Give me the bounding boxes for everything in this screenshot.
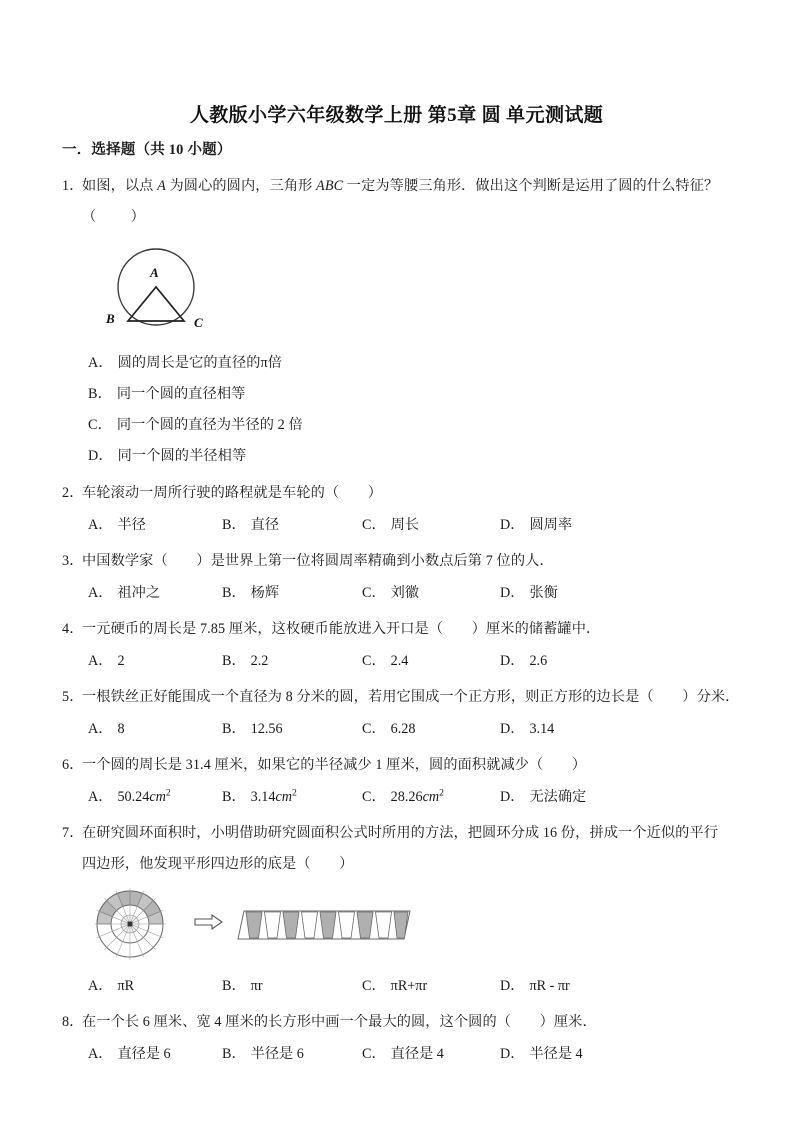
question-1-text xyxy=(62,171,752,233)
question-5-body: 一根铁丝正好能围成一个直径为 8 分米的圆，若用它围成一个正方形，则正方形的边长是（ ）分米． xyxy=(82,689,740,705)
option-d-text: 半径是 4 xyxy=(529,1046,583,1062)
circle-triangle-svg xyxy=(94,239,224,339)
option-a-text: πR xyxy=(117,978,135,994)
option-d-label: D． xyxy=(500,585,525,601)
question-1-option-b[interactable] xyxy=(62,379,752,410)
question-8-text xyxy=(62,1007,752,1038)
figure-circle-with-inscribed-triangle xyxy=(68,239,752,344)
option-c-label: C． xyxy=(362,978,386,994)
question-2-body: 车轮滚动一周所行驶的路程就是车轮的（ ） xyxy=(82,485,383,501)
option-c-unit: cm xyxy=(422,789,440,805)
question-5-number: 5． xyxy=(62,689,84,705)
strip-trapezoids xyxy=(246,912,408,938)
option-c-value: 28.26 xyxy=(390,789,423,805)
option-c-label: C． xyxy=(362,721,386,737)
option-c-text: 直径是 4 xyxy=(390,1046,444,1062)
question-8 xyxy=(62,1007,752,1069)
option-c-label: C． xyxy=(362,585,386,601)
option-d-label: D． xyxy=(500,653,525,669)
arrow-icon xyxy=(195,915,222,929)
question-6-option-d[interactable] xyxy=(500,782,660,812)
question-7-body-line2: 四边形，他发现平形四边形的底是（ ） xyxy=(82,856,354,872)
option-a-label: A． xyxy=(88,789,113,805)
option-c-text: 同一个圆的直径为半径的 2 倍 xyxy=(116,417,303,433)
question-3-option-c[interactable] xyxy=(362,578,500,608)
section-heading: 一．选择题（共 10 小题） xyxy=(62,142,232,158)
option-d-label: D． xyxy=(500,789,525,805)
question-1-option-c[interactable] xyxy=(62,410,752,441)
question-4-option-b[interactable] xyxy=(222,646,362,676)
question-4-option-d[interactable] xyxy=(500,646,660,676)
question-1-number: 1． xyxy=(62,178,84,194)
question-7-text xyxy=(62,818,752,880)
question-5-option-d[interactable] xyxy=(500,714,660,744)
question-3-option-d[interactable] xyxy=(500,578,660,608)
question-7-option-c[interactable] xyxy=(362,971,500,1001)
question-2-option-d[interactable] xyxy=(500,510,660,540)
question-8-body: 在一个长 6 厘米、宽 4 厘米的长方形中画一个最大的圆，这个圆的（ ）厘米． xyxy=(82,1014,597,1030)
option-b-label: B． xyxy=(222,653,246,669)
label-A: A xyxy=(150,265,159,280)
option-d-text: 同一个圆的半径相等 xyxy=(117,448,247,464)
question-8-option-c[interactable] xyxy=(362,1039,500,1069)
option-a-label: A． xyxy=(88,585,113,601)
option-b-exponent: 2 xyxy=(292,787,297,799)
option-b-label: B． xyxy=(222,517,246,533)
label-C: C xyxy=(194,315,203,330)
question-7-number: 7． xyxy=(62,825,84,841)
question-4-option-c[interactable] xyxy=(362,646,500,676)
option-c-label: C． xyxy=(88,417,112,433)
question-3 xyxy=(62,546,752,608)
option-a-unit: cm xyxy=(149,789,166,805)
question-4-body: 一元硬币的周长是 7.85 厘米，这枚硬币能放进入开口是（ ）厘米的储蓄罐中． xyxy=(82,621,601,637)
option-c-text: πR+πr xyxy=(390,978,428,994)
option-d-text: 3.14 xyxy=(529,721,555,737)
option-b-label: B． xyxy=(222,1046,246,1062)
question-2-text xyxy=(62,478,752,509)
option-c-text: 2.4 xyxy=(390,653,409,669)
question-3-number: 3． xyxy=(62,553,84,569)
question-6 xyxy=(62,750,752,812)
option-b-label: B． xyxy=(222,789,246,805)
option-b-label: B． xyxy=(88,386,112,402)
option-d-text: 圆周率 xyxy=(529,517,573,533)
option-b-text: 半径是 6 xyxy=(250,1046,304,1062)
question-5-option-b[interactable] xyxy=(222,714,362,744)
question-2-option-a[interactable] xyxy=(88,510,222,540)
option-d-text: 张衡 xyxy=(529,585,558,601)
question-1 xyxy=(62,171,752,472)
question-2-number: 2． xyxy=(62,485,84,501)
question-8-number: 8． xyxy=(62,1014,84,1030)
option-a-label: A． xyxy=(88,721,113,737)
option-a-label: A． xyxy=(88,978,113,994)
question-1-body: 如图，以点 A 为圆心的圆内，三角形 ABC 一定为等腰三角形．做出这个判断是运用了圆的什么特征？ xyxy=(82,178,719,194)
question-2-options xyxy=(62,510,752,540)
question-3-text xyxy=(62,546,752,577)
question-7-option-d[interactable] xyxy=(500,971,660,1001)
option-a-exponent: 2 xyxy=(165,787,171,799)
option-d-text: 无法确定 xyxy=(529,789,587,805)
question-4-number: 4． xyxy=(62,621,84,637)
option-b-unit: cm xyxy=(275,789,293,805)
question-3-options xyxy=(62,578,752,608)
option-a-text: 祖冲之 xyxy=(117,585,161,601)
triangle-shape xyxy=(128,287,184,321)
option-b-value: 3.14 xyxy=(250,789,276,805)
question-6-options xyxy=(62,782,752,812)
question-8-option-d[interactable] xyxy=(500,1039,660,1069)
option-b-label: B． xyxy=(222,585,246,601)
question-6-option-b[interactable] xyxy=(222,782,362,812)
option-a-value: 50.24 xyxy=(117,789,150,805)
question-1-option-a[interactable] xyxy=(62,348,752,379)
option-b-text: 杨辉 xyxy=(250,585,280,601)
question-3-body: 中国数学家（ ）是世界上第一位将圆周率精确到小数点后第 7 位的人． xyxy=(82,553,554,569)
question-4 xyxy=(62,614,752,676)
option-c-text: 周长 xyxy=(390,517,420,533)
question-8-options xyxy=(62,1039,752,1069)
option-c-label: C． xyxy=(362,1046,386,1062)
option-d-label: D． xyxy=(88,448,113,464)
question-7-options xyxy=(62,971,752,1001)
question-5-option-c[interactable] xyxy=(362,714,500,744)
question-7-body: 在研究圆环面积时，小明借助研究圆面积公式时所用的方法，把圆环分成 16 份，拼成一个近似的平行 xyxy=(82,825,719,841)
option-a-text: 半径 xyxy=(117,517,146,533)
page-title: 人教版小学六年级数学上册 第5章 圆 单元测试题 xyxy=(189,105,604,126)
option-c-label: C． xyxy=(362,789,386,805)
annulus-group xyxy=(94,888,166,960)
question-8-option-b[interactable] xyxy=(222,1039,362,1069)
option-d-label: D． xyxy=(500,1046,525,1062)
option-b-text: 12.56 xyxy=(250,721,283,737)
parallelogram-strip xyxy=(238,911,410,939)
question-3-option-b[interactable] xyxy=(222,578,362,608)
question-4-option-a[interactable] xyxy=(88,646,222,676)
option-c-label: C． xyxy=(362,517,386,533)
question-5-options xyxy=(62,714,752,744)
option-a-text: 8 xyxy=(117,721,125,737)
question-7-option-a[interactable] xyxy=(88,971,222,1001)
question-2-option-c[interactable] xyxy=(362,510,500,540)
question-2 xyxy=(62,478,752,540)
figure-annulus-to-parallelogram xyxy=(66,886,752,967)
question-6-option-a[interactable] xyxy=(88,782,222,812)
option-a-label: A． xyxy=(88,653,113,669)
option-d-text: πR - πr xyxy=(529,978,570,994)
label-B: B xyxy=(106,311,115,326)
question-6-text xyxy=(62,750,752,781)
question-5-text xyxy=(62,682,752,713)
option-c-text: 刘徽 xyxy=(390,585,420,601)
option-d-label: D． xyxy=(500,721,525,737)
question-8-option-a[interactable] xyxy=(88,1039,222,1069)
question-3-option-a[interactable] xyxy=(88,578,222,608)
option-d-label: D． xyxy=(500,517,525,533)
question-6-number: 6． xyxy=(62,757,84,773)
question-4-options xyxy=(62,646,752,676)
option-b-text: 同一个圆的直径相等 xyxy=(116,386,246,402)
option-d-label: D． xyxy=(500,978,525,994)
question-1-option-d[interactable] xyxy=(62,441,752,472)
option-c-text: 6.28 xyxy=(390,721,416,737)
option-b-label: B． xyxy=(222,721,246,737)
question-4-text xyxy=(62,614,752,645)
option-b-text: 直径 xyxy=(250,517,280,533)
question-1-blank: （ ） xyxy=(82,209,147,225)
question-6-body: 一个圆的周长是 31.4 厘米，如果它的半径减少 1 厘米，圆的面积就减少（ ） xyxy=(82,757,587,773)
question-7-option-b[interactable] xyxy=(222,971,362,1001)
option-a-label: A． xyxy=(88,517,113,533)
option-d-text: 2.6 xyxy=(529,653,548,669)
option-a-label: A． xyxy=(88,355,113,371)
option-b-text: πr xyxy=(250,978,263,994)
option-c-exponent: 2 xyxy=(439,787,444,799)
questions-container xyxy=(62,138,752,1075)
question-2-option-b[interactable] xyxy=(222,510,362,540)
option-a-text: 圆的周长是它的直径的π倍 xyxy=(117,355,283,371)
option-c-label: C． xyxy=(362,653,386,669)
option-a-text: 2 xyxy=(117,653,125,669)
question-7 xyxy=(62,818,752,1001)
option-b-label: B． xyxy=(222,978,246,994)
annulus-parallelogram-svg xyxy=(92,886,422,962)
question-5-option-a[interactable] xyxy=(88,714,222,744)
option-a-label: A． xyxy=(88,1046,113,1062)
option-b-text: 2.2 xyxy=(250,653,269,669)
option-a-text: 直径是 6 xyxy=(117,1046,171,1062)
question-6-option-c[interactable] xyxy=(362,782,500,812)
question-5 xyxy=(62,682,752,744)
